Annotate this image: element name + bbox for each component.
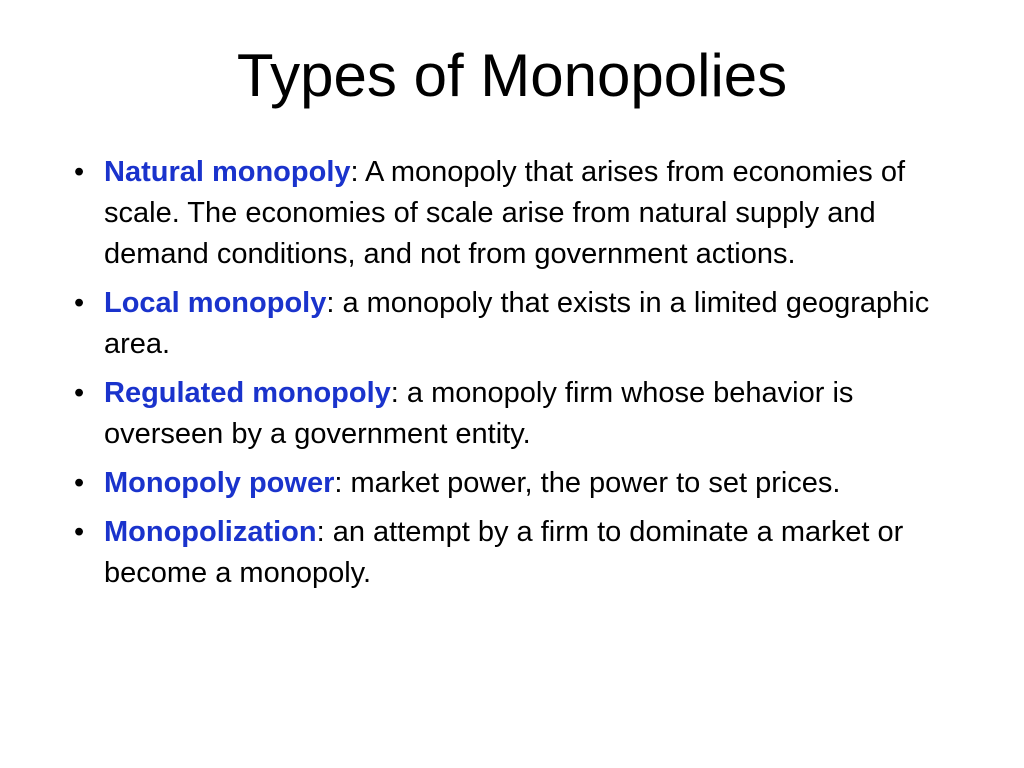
bullet-item-local-monopoly — [74, 283, 974, 365]
slide-title: Types of Monopolies — [236, 42, 788, 109]
term-label: Regulated monopoly — [104, 377, 391, 409]
bullet-icon: • — [74, 287, 85, 319]
bullet-list — [74, 152, 974, 602]
bullet-icon: • — [74, 156, 85, 188]
term-definition: : an attempt by a firm to dominate a market or become a monopoly. — [104, 516, 904, 589]
term-label: Natural monopoly — [104, 156, 351, 188]
term-definition: : a monopoly that exists in a limited geographic area. — [104, 287, 930, 360]
bullet-item-natural-monopoly — [74, 152, 974, 275]
bullet-icon: • — [74, 377, 85, 409]
bullet-icon: • — [74, 467, 85, 499]
term-definition: : market power, the power to set prices. — [334, 467, 841, 499]
term-label: Monopolization — [104, 516, 317, 548]
bullet-item-monopolization — [74, 512, 974, 594]
bullet-item-monopoly-power — [74, 463, 974, 504]
term-definition: : A monopoly that arises from economies of scale. The economies of scale arise from natural supply and demand conditions, and not from government actions. — [104, 156, 906, 270]
term-label: Monopoly power — [104, 467, 335, 499]
term-definition: : a monopoly firm whose behavior is overseen by a government entity. — [104, 377, 854, 450]
bullet-icon: • — [74, 516, 85, 548]
term-label: Local monopoly — [104, 287, 327, 319]
bullet-item-regulated-monopoly — [74, 373, 974, 455]
